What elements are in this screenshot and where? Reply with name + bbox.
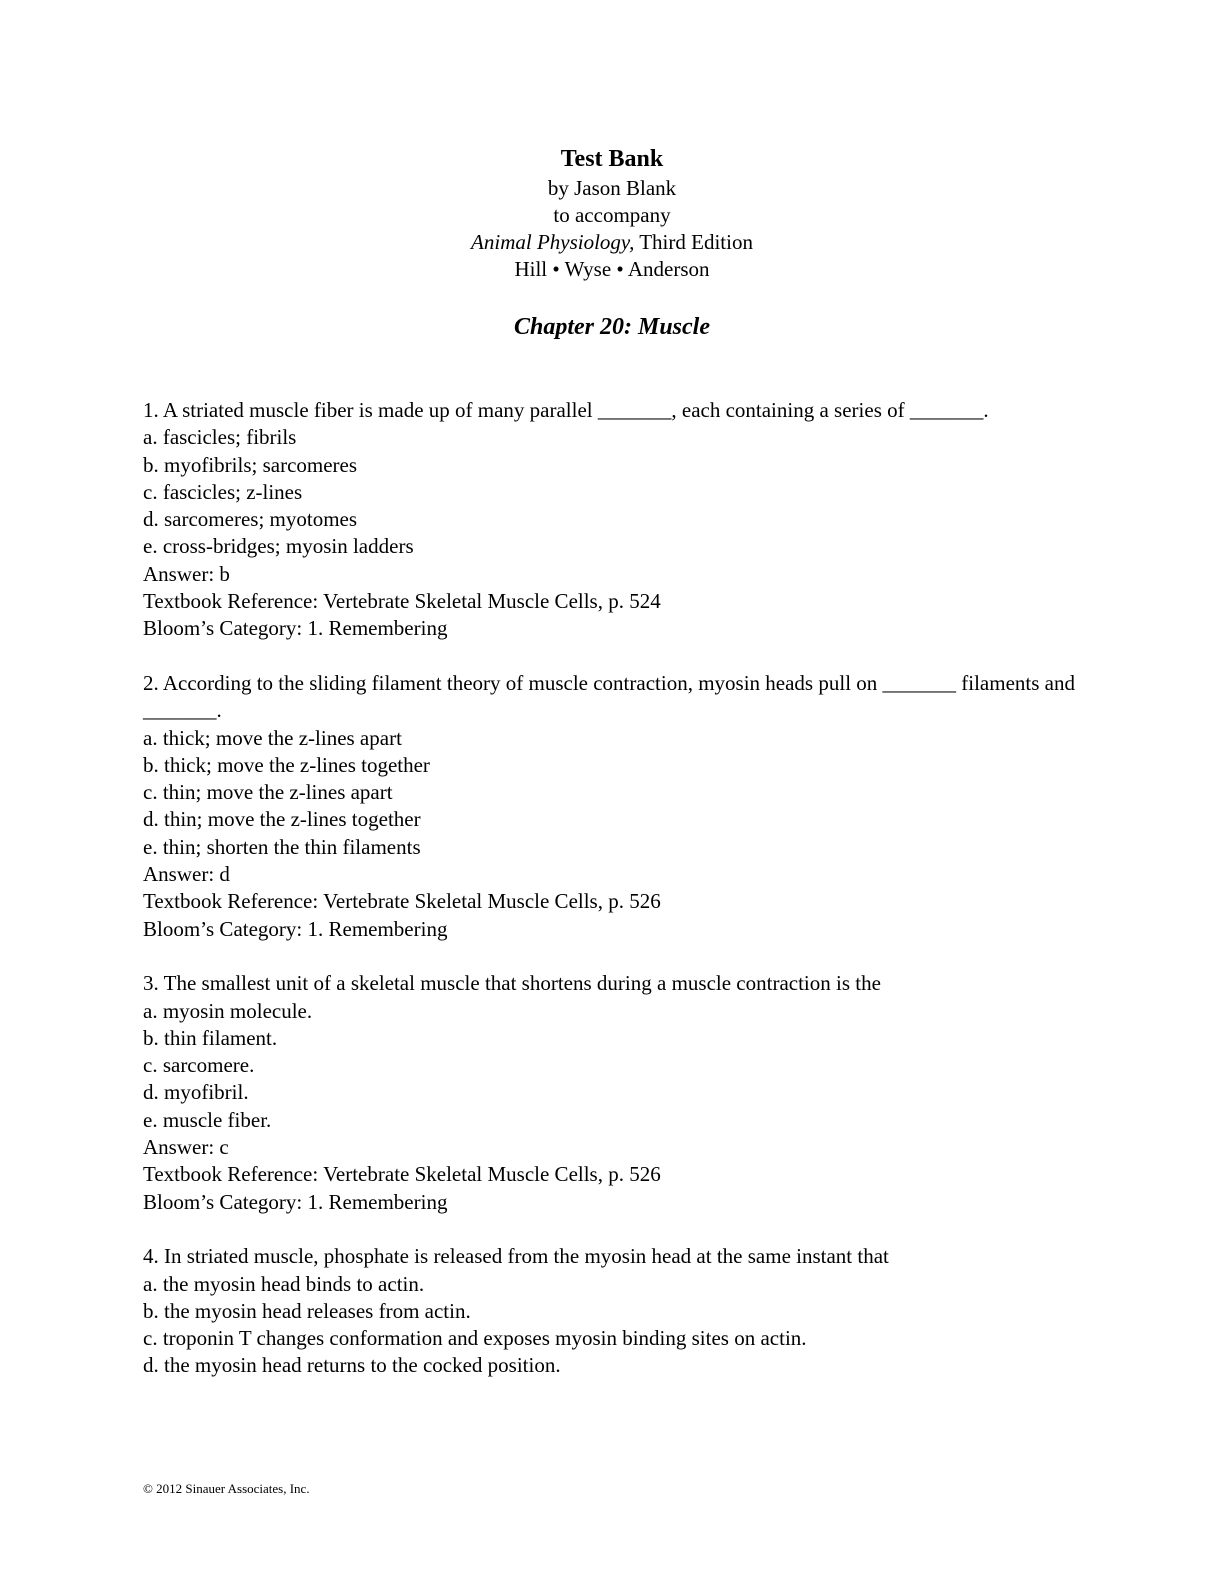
bloom-category: Bloom’s Category: 1. Remembering bbox=[143, 616, 448, 641]
textbook-reference: Textbook Reference: Vertebrate Skeletal Muscle Cells, p. 526 bbox=[143, 889, 661, 914]
option-e: e. cross-bridges; myosin ladders bbox=[143, 534, 414, 559]
question-stem: 4. In striated muscle, phosphate is released from the myosin head at the same instant that bbox=[143, 1244, 889, 1269]
question-stem: 2. According to the sliding filament theory of muscle contraction, myosin heads pull on _______ filaments and _______. bbox=[143, 670, 1081, 723]
option-c: c. fascicles; z-lines bbox=[143, 479, 303, 504]
question-list bbox=[143, 397, 1083, 1407]
book-edition: Third Edition bbox=[634, 230, 753, 254]
book-authors: Hill • Wyse • Anderson bbox=[514, 257, 710, 281]
option-d: d. myofibril. bbox=[143, 1080, 249, 1105]
title-block bbox=[0, 143, 1224, 283]
option-c: c. thin; move the z-lines apart bbox=[143, 780, 393, 805]
option-b: b. thick; move the z-lines together bbox=[143, 752, 430, 777]
answer: Answer: c bbox=[143, 1135, 229, 1160]
option-e: e. thin; shorten the thin filaments bbox=[143, 834, 421, 859]
textbook-reference: Textbook Reference: Vertebrate Skeletal Muscle Cells, p. 524 bbox=[143, 589, 661, 614]
document-title: Test Bank bbox=[560, 146, 664, 172]
option-d: d. the myosin head returns to the cocked position. bbox=[143, 1353, 561, 1378]
book-line bbox=[0, 229, 1224, 256]
copyright-footer: © 2012 Sinauer Associates, Inc. bbox=[143, 1481, 310, 1496]
book-title: Animal Physiology, bbox=[471, 230, 635, 254]
option-a: a. fascicles; fibrils bbox=[143, 425, 297, 450]
option-d: d. thin; move the z-lines together bbox=[143, 807, 421, 832]
option-a: a. the myosin head binds to actin. bbox=[143, 1271, 425, 1296]
question-stem: 3. The smallest unit of a skeletal muscle that shortens during a muscle contraction is the bbox=[143, 971, 881, 996]
option-c: c. sarcomere. bbox=[143, 1053, 255, 1078]
accompany-line: to accompany bbox=[553, 203, 671, 227]
answer: Answer: d bbox=[143, 862, 230, 887]
option-a: a. myosin molecule. bbox=[143, 998, 313, 1023]
option-a: a. thick; move the z-lines apart bbox=[143, 725, 402, 750]
option-e: e. muscle fiber. bbox=[143, 1107, 272, 1132]
question-stem: 1. A striated muscle fiber is made up of many parallel _______, each containing a series of _______. bbox=[143, 398, 989, 422]
bloom-category: Bloom’s Category: 1. Remembering bbox=[143, 916, 448, 941]
textbook-reference: Textbook Reference: Vertebrate Skeletal Muscle Cells, p. 526 bbox=[143, 1162, 661, 1187]
question-3 bbox=[143, 970, 1083, 1216]
option-b: b. myofibrils; sarcomeres bbox=[143, 452, 358, 477]
author-line: by Jason Blank bbox=[547, 176, 677, 200]
bloom-category: Bloom’s Category: 1. Remembering bbox=[143, 1189, 448, 1214]
option-c: c. troponin T changes conformation and exposes myosin binding sites on actin. bbox=[143, 1326, 807, 1351]
chapter-title: Chapter 20: Muscle bbox=[513, 314, 710, 340]
option-d: d. sarcomeres; myotomes bbox=[143, 507, 358, 532]
question-2 bbox=[143, 670, 1083, 943]
question-4 bbox=[143, 1243, 1083, 1379]
option-b: b. thin filament. bbox=[143, 1025, 278, 1050]
answer: Answer: b bbox=[143, 561, 230, 586]
question-1 bbox=[143, 397, 1083, 643]
option-b: b. the myosin head releases from actin. bbox=[143, 1298, 471, 1323]
